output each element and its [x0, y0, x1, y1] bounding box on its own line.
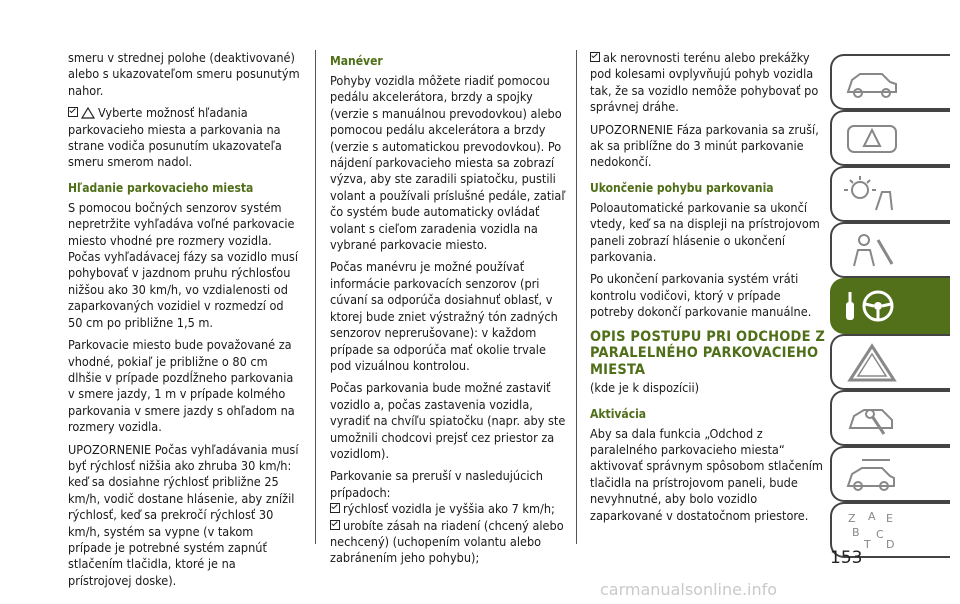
paragraph: smeru v strednej polohe (deaktivované) alebo s ukazovateľom smeru posunutým nahor.	[68, 50, 300, 98]
paragraph: Aby sa dala funkcia „Odchod z paralelného parkovacieho miesta“ aktivovať správnym spôsobom stlačením tlačidla na prístrojovom paneli, bude nevyhnutné, aby bolo vozidlo zaparkované v dostatočnom priestore.	[590, 425, 823, 523]
alphabet-letter: B	[852, 526, 860, 539]
bullet-item	[590, 50, 826, 116]
key-steering-wheel-icon	[842, 286, 902, 328]
alphabet-index-icon	[842, 510, 902, 552]
dashboard-warning-icon	[842, 118, 902, 160]
chapter-tab-dashboard[interactable]	[830, 110, 950, 166]
paragraph: UPOZORNENIE Fáza parkovania sa zruší, ak sa priblížne do 3 minút parkovanie nedokončí.	[590, 121, 819, 170]
paragraph: Počas manévru je možné používať informácie parkovacích senzorov (pri cúvaní sa odporúča dosiahnuť oblasť, v ktorej bude zniet výstražný tón zadných senzorov neprerušovane): v každom prípade sa odporúča mať okolie trvale pod vizuálnou kontrolou.	[330, 259, 558, 373]
section-heading: Ukončenie pohybu parkovania	[590, 180, 774, 195]
paragraph: S pomocou bočných senzorov systém nepretržite vyhľadáva voľné parkovacie miesto vhodné pre rozmery vozidla. Počas vyhľadávacej fázy sa vozidlo musí pohybovať v jazdnom pruhu rýchlosťou nižšou ako 30 km/h, vo vzdialenosti od zaparkovaných vozidiel v rozmedzí od 50 cm po približne 1,5 m.	[68, 199, 298, 330]
seatbelt-safety-icon	[842, 230, 902, 272]
alphabet-letter: T	[864, 538, 871, 551]
checkbox-bullet-icon	[590, 52, 600, 62]
chapter-tab-car-info[interactable]	[830, 54, 950, 110]
text-column-3	[590, 50, 826, 530]
checkbox-bullet-icon	[330, 503, 340, 513]
bullet-text: ak nerovnosti terénu alebo prekážky pod kolesami ovplyvňujú pohyb vozidla tak, že sa vozidlo nemôže pohybovať po správnej dráhe.	[590, 50, 819, 115]
paragraph-text: Vyberte možnosť hľadania parkovacieho miesta a parkovania na strane vodiča posunutím ukazovateľa smeru smerom nadol.	[68, 105, 282, 170]
chapter-tab-emergency[interactable]	[830, 334, 950, 390]
lights-seat-icon	[842, 174, 902, 216]
chapter-heading: OPIS POSTUPU PRI ODCHODE Z PARALELNÉHO PARKOVACIEHO MIESTA	[590, 328, 826, 378]
warning-triangle-icon	[81, 107, 95, 119]
technical-data-icon	[842, 454, 902, 496]
section-heading: Manéver	[330, 54, 383, 68]
watermark: carmanualsonline.info	[600, 580, 778, 599]
alphabet-letter: D	[886, 538, 895, 551]
bullet-item	[330, 501, 566, 517]
paragraph: Parkovacie miesto bude považované za vhodné, pokiaľ je približne o 80 cm dlhšie v prípade pozdĺžneho parkovania v smere jazdy, 1 m v prípade kolmého parkovania v smere jazdy s ohľadom na rozmery vozidla.	[68, 337, 295, 435]
alphabet-letter: C	[876, 528, 884, 541]
paragraph: Parkovanie sa preruší v nasledujúcich prípadoch:	[330, 468, 543, 500]
chapter-tab-lights[interactable]	[830, 166, 950, 222]
checkbox-bullet-icon	[330, 520, 340, 530]
emergency-triangle-icon	[842, 342, 902, 384]
maintenance-car-icon	[842, 398, 902, 440]
car-info-icon	[842, 62, 902, 104]
page-number: 153	[830, 548, 863, 568]
alphabet-letter: A	[868, 510, 876, 523]
paragraph: UPOZORNENIE Počas vyhľadávania musí byť rýchlosť nižšia ako zhruba 30 km/h: keď sa dosiahne rýchlosť približne 25 km/h, vodič dostane hlásenie, aby znížil rýchlosť, keď sa prekročí rýchlosť 30 km/h, systém sa vypne (v takom prípade je potrebné systém zapnúť stlačením tlačidla, ktoré je na prístrojovej doske).	[68, 441, 299, 588]
paragraph: (kde je k dispozícii)	[590, 380, 700, 396]
bullet-item	[330, 518, 566, 567]
column-divider	[315, 50, 316, 544]
column-divider	[576, 50, 577, 544]
bullet-text: urobíte zásah na riadení (chcený alebo nechcený) (uchopením volantu alebo zabránením jeho pohybu);	[330, 517, 564, 566]
paragraph: Počas parkovania bude možné zastaviť vozidlo a, počas zastavenia vozidla, vyradiť na chvíľu spiatočku (napr. aby ste umožnili chodcovi prejsť cez priestor za vozidlom).	[330, 380, 566, 461]
paragraph: Po ukončení parkovania systém vráti kontrolu vodičovi, ktorý v prípade potreby dokončí parkovanie manuálne.	[590, 271, 812, 320]
bullet-text: rýchlosť vozidla je vyššia ako 7 km/h;	[343, 501, 555, 517]
paragraph-with-bullet	[68, 105, 300, 171]
chapter-tab-technical-data[interactable]	[830, 446, 950, 502]
alphabet-letter: E	[886, 512, 893, 525]
text-column-2	[330, 50, 566, 567]
section-heading: Aktivácia	[590, 406, 647, 421]
paragraph: Poloautomatické parkovanie sa ukončí vtedy, keď sa na displeji na prístrojovom paneli zobrazí hlásenie o ukončení parkovania.	[590, 199, 820, 265]
paragraph: Pohyby vozidla môžete riadiť pomocou pedálu akcelerátora, brzdy a spojky (verzie s manuálnou prevodovkou) alebo pomocou pedálu akcelerátora a brzdy (verzie s automatickou prevodovkou). Po nájdení parkovacieho miesta sa zobrazí výzva, aby ste zaradili spiatočku, pustili volant a používali príslušné pedále, zatiaľ čo systém bude automaticky ovládať volant s cieľom zaradenia vozidla na vybrané parkovacie miesto.	[330, 73, 566, 253]
chapter-tab-starting-driving[interactable]	[830, 278, 950, 334]
section-heading: Hľadanie parkovacieho miesta	[68, 180, 254, 195]
chapter-tab-maintenance[interactable]	[830, 390, 950, 446]
text-column-1	[68, 50, 300, 595]
chapter-tab-safety[interactable]	[830, 222, 950, 278]
checkbox-bullet-icon	[68, 107, 78, 117]
alphabet-letter: Z	[848, 512, 856, 525]
